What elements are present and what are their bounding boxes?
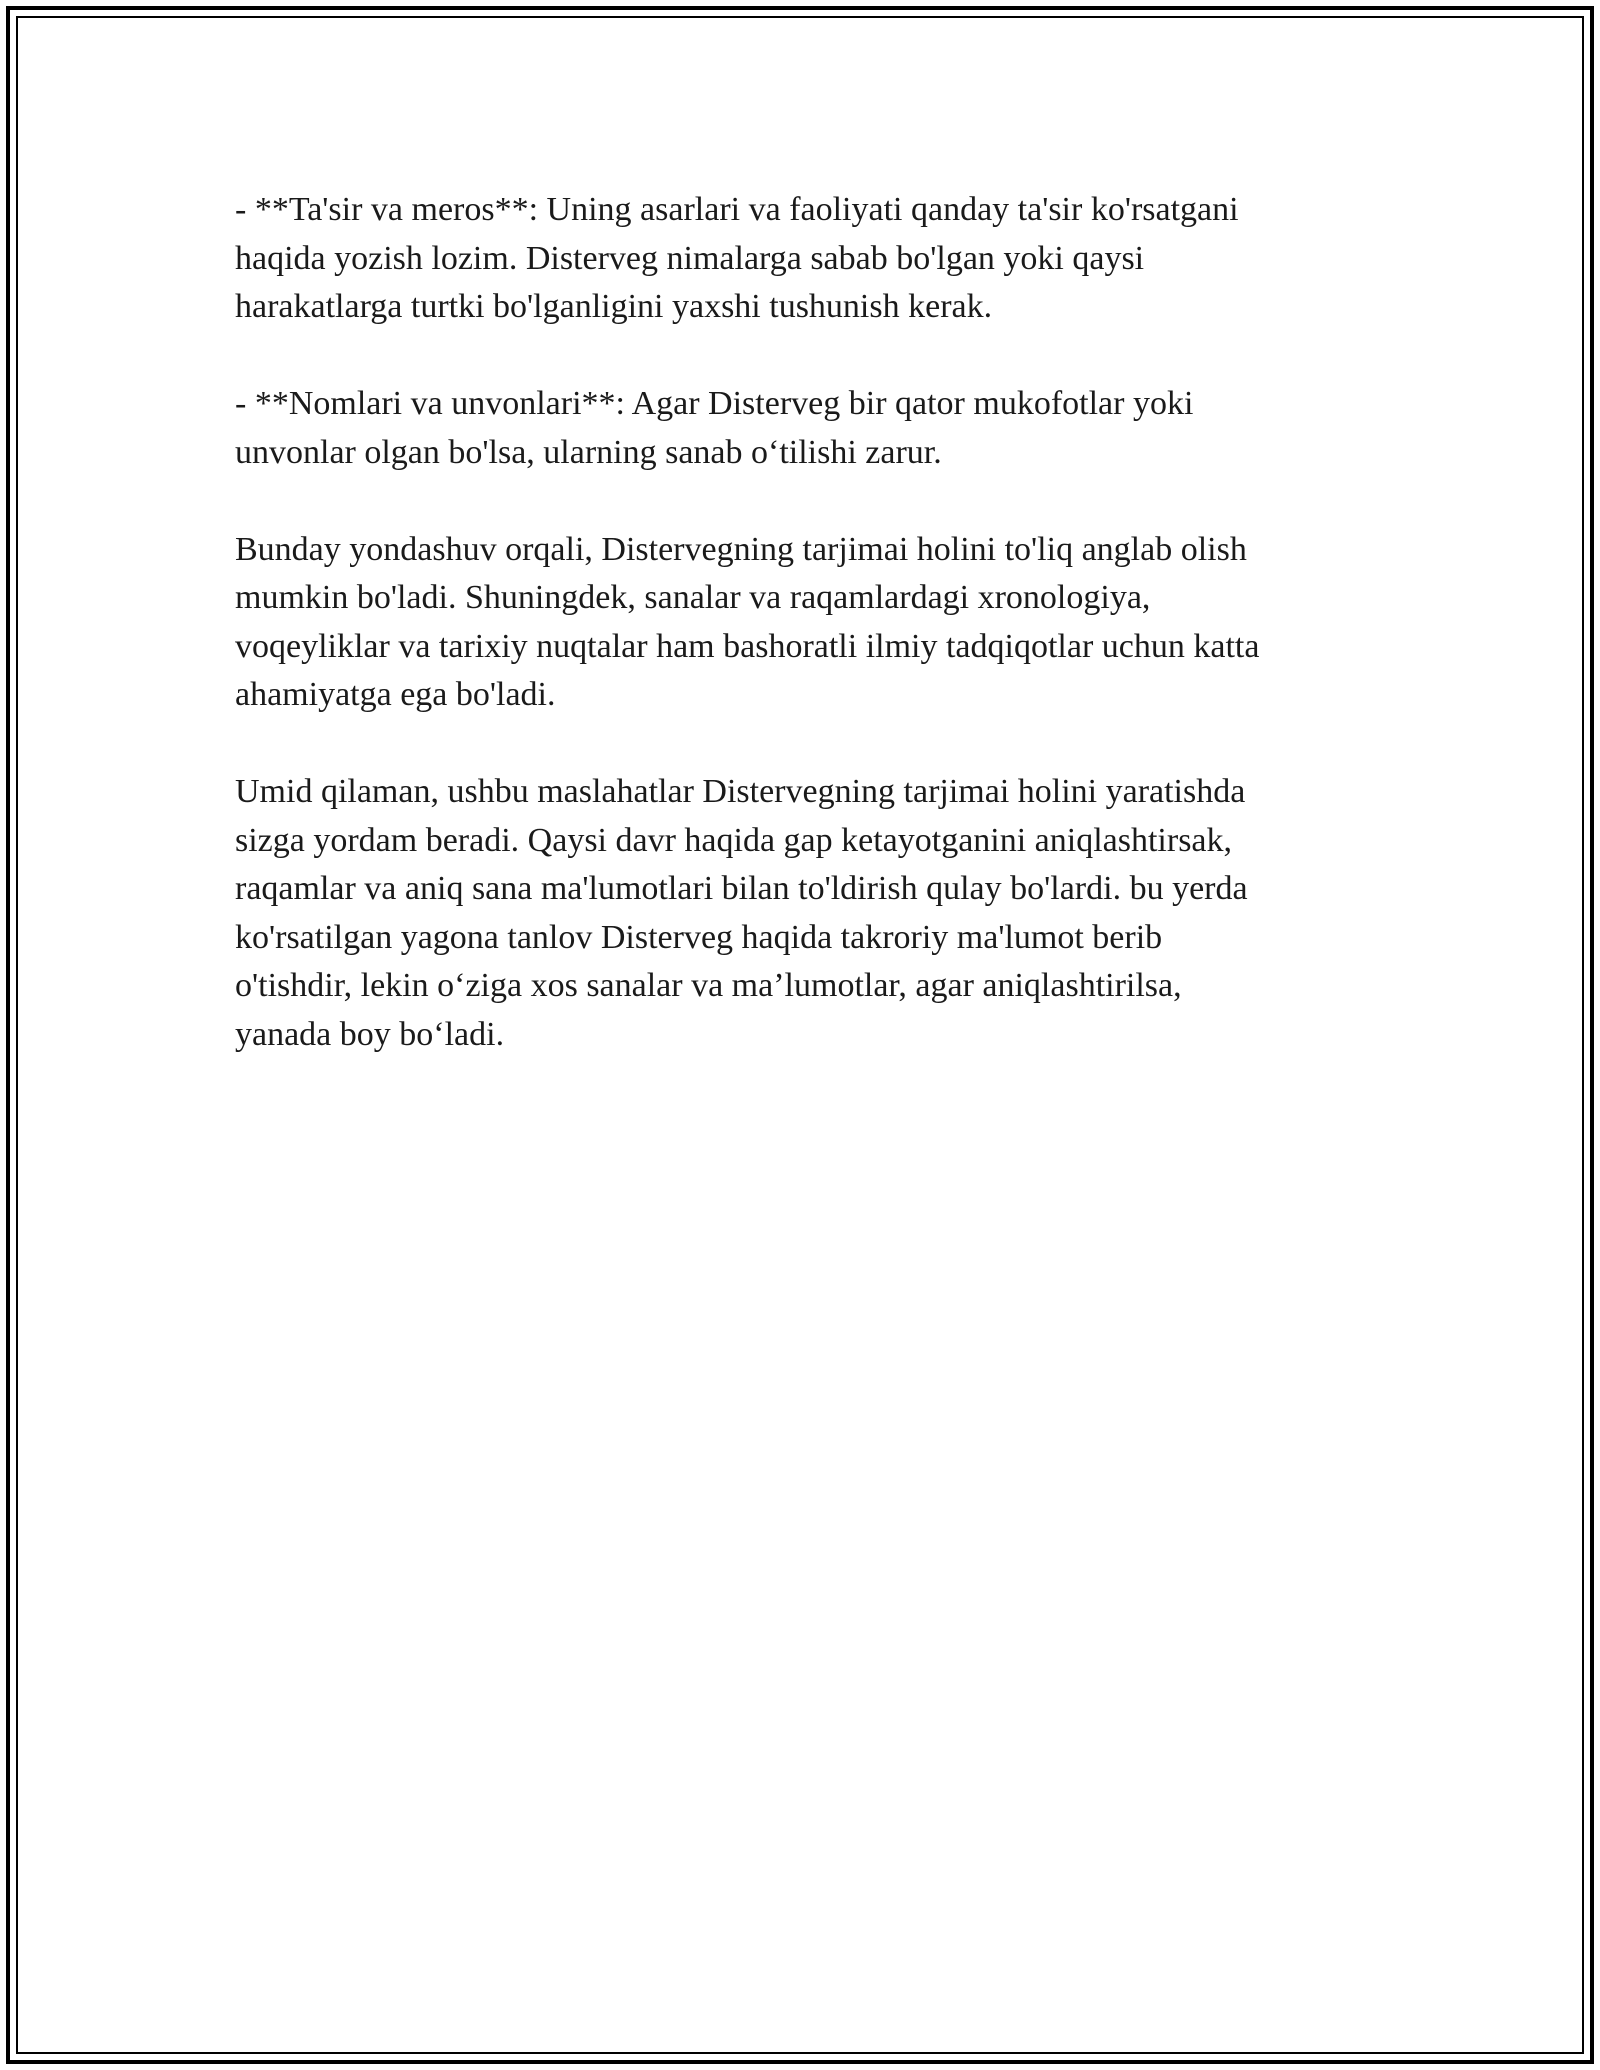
paragraph-bunday-yondashuv: Bunday yondashuv orqali, Distervegning tarjimai holini to'liq anglab olish mumkin bo'ladi. Shuningdek, sanalar va raqamlardagi xronologiya, voqeyliklar va tarixiy nuqtalar ham bashoratli ilmiy tadqiqotlar uchun katta ahamiyatga ega bo'ladi. <box>235 530 1260 713</box>
paragraph-nomlari-va-unvonlari: - **Nomlari va unvonlari**: Agar Disterveg bir qator mukofotlar yoki unvonlar olgan bo'lsa, ularning sanab o‘tilishi zarur. <box>235 385 1194 471</box>
paragraph-umid-qilaman: Umid qilaman, ushbu maslahatlar Distervegning tarjimai holini yaratishda sizga yordam beradi. Qaysi davr haqida gap ketayotganini aniqlashtirsak, raqamlar va aniq sana ma'lumotlari bilan to'ldirish qulay bo'lardi. bu yerda ko'rsatilgan yagona tanlov Disterveg haqida takroriy ma'lumot berib o'tishdir, lekin o‘ziga xos sanalar va ma’lumotlar, agar aniqlashtirilsa, yanada boy bo‘ladi. <box>235 773 1248 1053</box>
paragraph-tasir-va-meros: - **Ta'sir va meros**: Uning asarlari va faoliyati qanday ta'sir ko'rsatgani haqida yozish lozim. Disterveg nimalarga sabab bo'lgan yoki qaysi harakatlarga turtki bo'lganligini yaxshi tushunish kerak. <box>235 191 1239 325</box>
document-body <box>235 186 1365 1108</box>
